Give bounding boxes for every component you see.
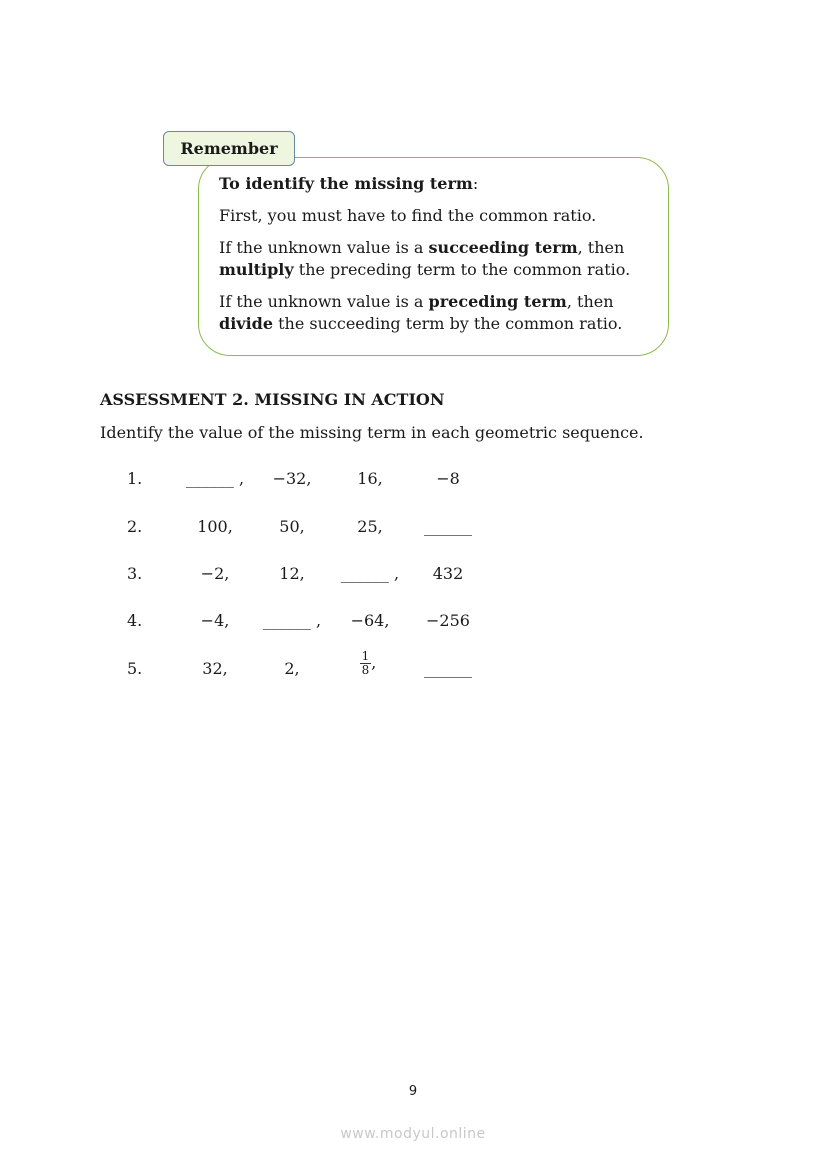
sequence-term: −4, — [200, 611, 230, 630]
sequence-term: ______ , — [262, 611, 322, 630]
sequence-term: 100, — [197, 517, 233, 536]
item-number: 4. — [127, 611, 143, 630]
sequence-term: 25, — [357, 517, 383, 536]
sequence-term: −2, — [200, 564, 230, 583]
fraction-comma: , — [371, 653, 377, 672]
remember-title: To identify the missing term: — [219, 174, 479, 193]
sequence-term: 32, — [202, 659, 228, 678]
remember-rule-succeeding: If the unknown value is a succeeding term, then multiply the preceding term to the common ratio. — [219, 238, 631, 279]
sequence-term-fraction — [328, 650, 408, 677]
sequence-term: −64, — [350, 611, 390, 630]
remember-box — [198, 157, 669, 356]
remember-tab: Remember — [163, 131, 295, 166]
sequence-term: −256 — [426, 611, 470, 630]
sequence-term: −32, — [272, 469, 312, 488]
sequence-term: ______ — [424, 517, 472, 536]
sequence-term: ______ , — [185, 469, 245, 488]
assessment-instruction: Identify the value of the missing term in each geometric sequence. — [100, 423, 644, 442]
item-number: 3. — [127, 564, 143, 583]
sequence-term: 50, — [279, 517, 305, 536]
item-number: 5. — [127, 659, 143, 678]
remember-rule-preceding: If the unknown value is a preceding term, then divide the succeeding term by the common ratio. — [219, 292, 623, 333]
sequence-term: 16, — [357, 469, 383, 488]
sequence-term: −8 — [436, 469, 460, 488]
sequence-term: ______ — [424, 659, 472, 678]
page-number: 9 — [408, 1084, 418, 1099]
fraction-denominator: 8 — [361, 663, 370, 677]
fraction-numerator: 1 — [361, 649, 370, 663]
sequence-term: ______ , — [340, 564, 400, 583]
sequence-term: 2, — [284, 659, 300, 678]
item-number: 1. — [127, 469, 143, 488]
watermark: www.modyul.online — [340, 1126, 486, 1142]
assessment-heading: ASSESSMENT 2. MISSING IN ACTION — [100, 390, 445, 409]
remember-line-common-ratio: First, you must have to find the common ratio. — [219, 206, 597, 225]
item-number: 2. — [127, 517, 143, 536]
fraction-one-eighth — [360, 650, 372, 677]
sequence-term: 12, — [279, 564, 305, 583]
sequence-term: 432 — [432, 564, 464, 583]
